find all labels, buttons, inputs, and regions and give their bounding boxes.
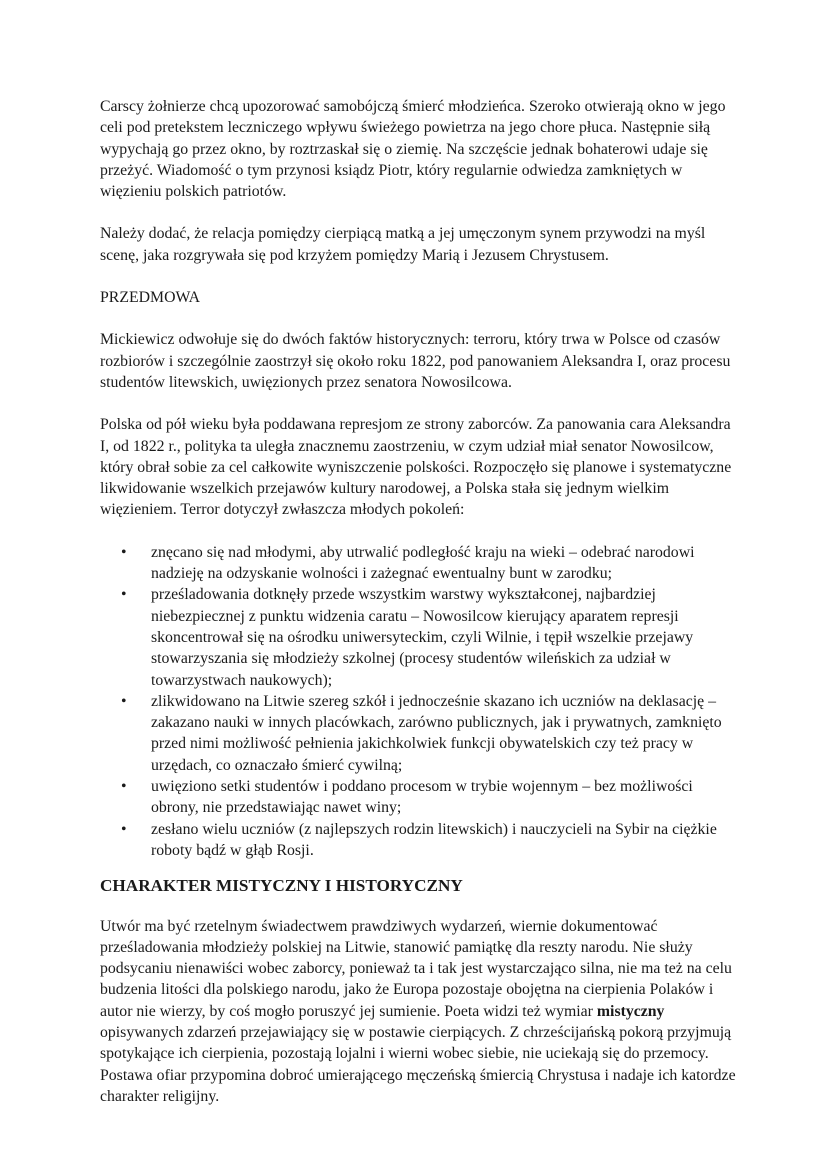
- paragraph-repressions: Polska od pół wieku była poddawana represjom ze strony zaborców. Za panowania cara Aleksandra I, od 1822 r., polityka ta uległa znacznemu zaostrzeniu, w czym udział miał senator Nowosilcow, który obrał sobie za cel całkowite wyniszczenie polskości. Rozpoczęło się planowe i systematyczne likwidowanie wszelkich przejawów kultury narodowej, a Polska stała się jednym wielkim więzieniem. Terror dotyczył zwłaszcza młodych pokoleń:: [100, 416, 732, 519]
- paragraph-historical-facts: Mickiewicz odwołuje się do dwóch faktów historycznych: terroru, który trwa w Polsce od czasów rozbiorów i szczególnie zaostrzył się około roku 1822, pod panowaniem Aleksandra I, oraz procesu studentów litewskich, uwięzionych przez senatora Nowosilcowa.: [100, 331, 731, 391]
- list-item: • zlikwidowano na Litwie szereg szkół i jednocześnie skazano ich uczniów na deklasację – zakazano nauki w innych placówkach, zarówno publicznych, jak i prywatnych, zamknięto przed nimi możliwość pełnienia jakichkolwiek funkcji obywatelskich czy też pracy w urzędach, co oznaczało śmierć cywilną;: [151, 691, 740, 776]
- paragraph-cell-window: Carscy żołnierze chcą upozorować samobójczą śmierć młodzieńca. Szeroko otwierają okno w jego celi pod pretekstem leczniczego wpływu świeżego powietrza na jego chore płuca. Następnie siłą wypychają go przez okno, by roztrzaskał się o ziemię. Na szczęście jednak bohaterowi udaje się przeżyć. Wiadomość o tym przynosi ksiądz Piotr, który regularnie odwiedza zamkniętych w więzieniu polskich patriotów.: [100, 98, 726, 201]
- heading-charakter: CHARAKTER MISTYCZNY I HISTORYCZNY: [100, 876, 463, 896]
- list-item: • prześladowania dotknęły przede wszystkim warstwy wykształconej, najbardziej niebezpiecznej z punktu widzenia caratu – Nowosilcow kierujący aparatem represji skoncentrował się na ośrodku uniwersyteckim, czyli Wilnie, i tępił wszelkie przejawy stowarzyszania się młodzieży szkolnej (procesy studentów wileńskich za udział w towarzystwach naukowych);: [151, 584, 740, 690]
- paragraph-text-end: opisywanych zdarzeń przejawiający się w postawie cierpiących. Z chrześcijańską pokorą przyjmują spotykające ich cierpienia, pozostają lojalni i wierni wobec siebie, nie uciekają się do przemocy. Postawa ofiar przypomina dobroć umierającego męczeńską śmiercią Chrystusa i nadaje ich katordze charakter religijny.: [100, 1023, 736, 1105]
- paragraph-text-start: Utwór ma być rzetelnym świadectwem prawdziwych wydarzeń, wiernie dokumentować prześladowania młodzieży polskiej na Litwie, stanowić pamiątkę dla reszty narodu. Nie służy podsycaniu nienawiści wobec zaborcy, ponieważ ta i tak jest wystarczająco silna, nie ma też na celu budzenia litości dla polskiego narodu, jako że Europa pozostaje obojętna na cierpienia Polaków i autor nie wierzy, by coś mogło poruszyć jej sumienie. Poeta widzi też wymiar: [100, 917, 732, 1020]
- list-item: • zesłano wielu uczniów (z najlepszych rodzin litewskich) i nauczycieli na Sybir na ciężkie roboty bądź w głąb Rosji.: [151, 819, 740, 862]
- bold-term-mistyczny: mistyczny: [596, 1002, 665, 1020]
- paragraph-mystical-character: [100, 916, 740, 1108]
- list-item: • znęcano się nad młodymi, aby utrwalić podległość kraju na wieki – odebrać narodowi nadzieję na odzyskanie wolności i zażegnać ewentualny bunt w zarodku;: [151, 542, 740, 585]
- paragraph-mother-son: Należy dodać, że relacja pomiędzy cierpiącą matką a jej umęczonym synem przywodzi na myśl scenę, jaka rozgrywała się pod krzyżem pomiędzy Marią i Jezusem Chrystusem.: [100, 225, 706, 264]
- document-page: [100, 96, 740, 1128]
- heading-przedmowa: PRZEDMOWA: [100, 289, 201, 307]
- bullet-list-terror: [100, 542, 740, 861]
- list-item: • uwięziono setki studentów i poddano procesom w trybie wojennym – bez możliwości obrony, nie przedstawiając nawet winy;: [151, 776, 740, 819]
